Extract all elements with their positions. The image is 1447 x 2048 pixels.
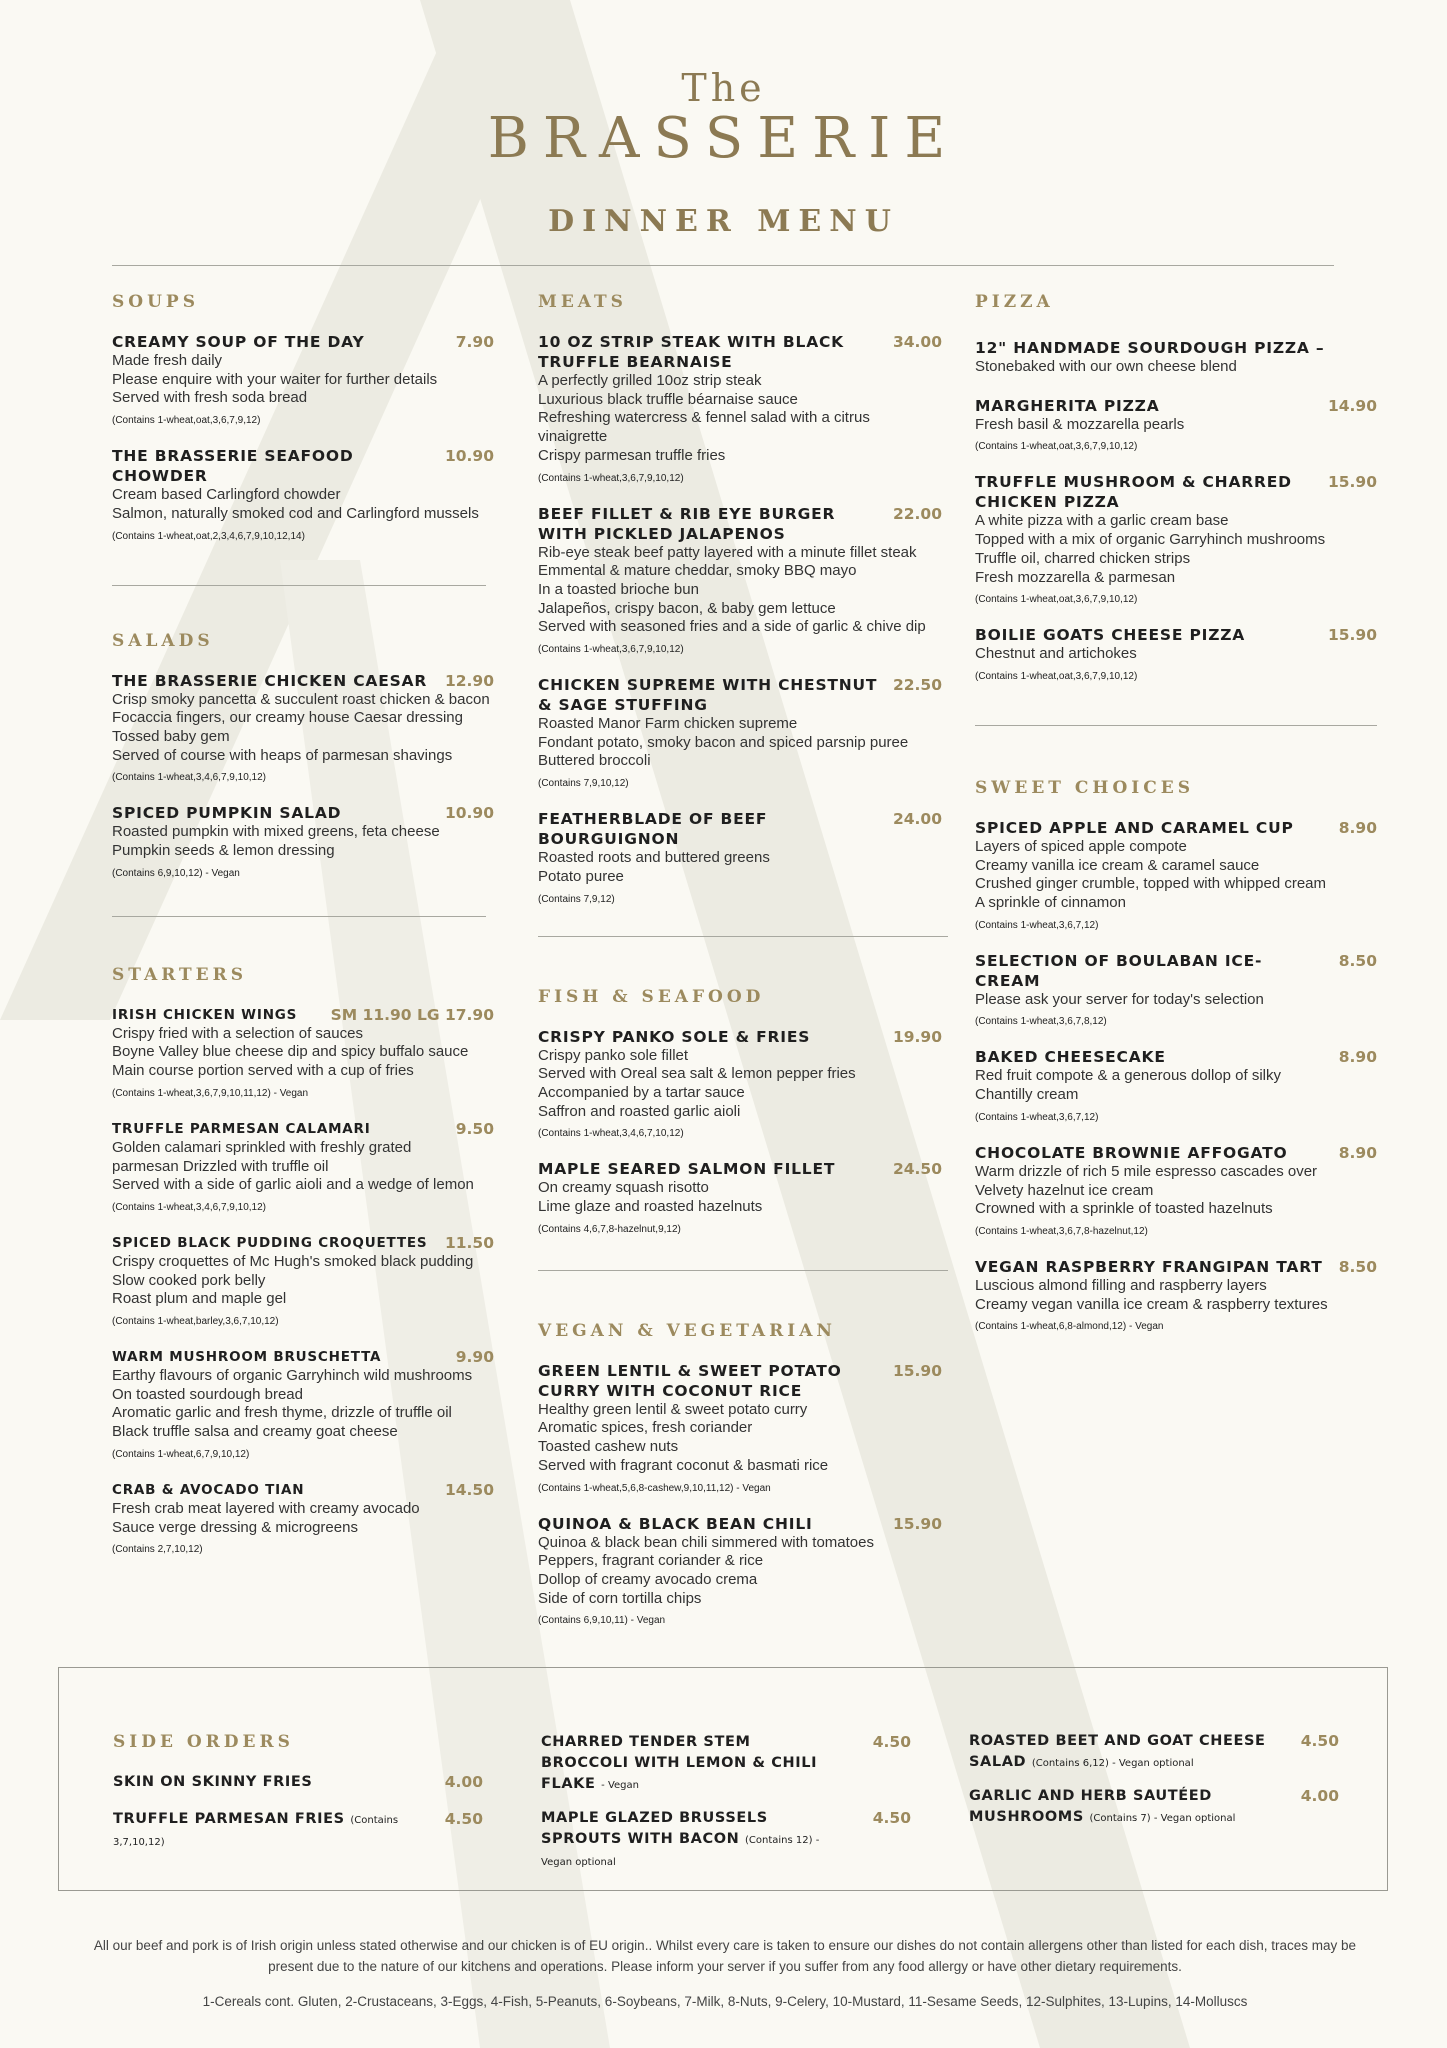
side-order-note: (Contains 12) - Vegan optional <box>541 1835 820 1868</box>
menu-item-description: Layers of spiced apple compote <box>975 837 1187 855</box>
section-title: PIZZA <box>975 292 1054 312</box>
menu-item-allergens: (Contains 1-wheat,oat,3,6,7,9,10,12) <box>975 594 1138 606</box>
menu-item-price: 10.90 <box>444 447 494 466</box>
menu-item-name: TRUFFLE PARMESAN CALAMARI <box>112 1120 371 1137</box>
menu-item-name: VEGAN RASPBERRY FRANGIPAN TART <box>975 1257 1323 1276</box>
menu-item-header <box>975 818 1377 838</box>
side-order-name: MAPLE GLAZED BRUSSELS SPROUTS WITH BACON <box>541 1810 768 1847</box>
menu-item-allergens: (Contains 1-wheat,3,6,7,9,10,12) <box>538 472 684 484</box>
menu-item-price: 12.90 <box>444 671 494 690</box>
menu-item-name: SELECTION OF BOULABAN ICE-CREAM <box>975 951 1263 990</box>
menu-item-allergens: (Contains 1-wheat,6,7,9,10,12) <box>112 1448 250 1460</box>
menu-item-header <box>112 332 494 352</box>
menu-item-description: Please ask your server for today's selection <box>975 990 1264 1008</box>
menu-item-description: Truffle oil, charred chicken strips <box>975 549 1191 567</box>
side-order-name: CHARRED TENDER STEM BROCCOLI WITH LEMON & CHILI FLAKE <box>541 1734 818 1792</box>
menu-item-price: 8.90 <box>1338 1048 1377 1067</box>
menu-item-description: Roasted pumpkin with mixed greens, feta cheese <box>112 823 440 841</box>
menu-item <box>975 818 1377 932</box>
menu-item-description: Jalapeños, crispy bacon, & baby gem lettuce <box>538 599 836 617</box>
section-soups <box>112 292 494 543</box>
menu-item-description: Luscious almond filling and raspberry layers <box>975 1276 1267 1294</box>
menu-item-description: Buttered broccoli <box>538 752 651 770</box>
menu-item-description: Tossed baby gem <box>112 727 230 745</box>
menu-item-price: 9.50 <box>455 1119 494 1138</box>
side-order-name-block <box>969 1786 1269 1829</box>
menu-item-description: Emmental & mature cheddar, smoky BBQ mayo <box>538 562 857 580</box>
section-meats <box>538 292 942 906</box>
divider <box>112 916 486 917</box>
menu-item-description: A perfectly grilled 10oz strip steak <box>538 372 762 389</box>
menu-item <box>112 446 494 542</box>
side-order-name: GARLIC AND HERB SAUTÉED MUSHROOMS <box>969 1788 1212 1825</box>
menu-item <box>538 1027 942 1141</box>
menu-item-description: Golden calamari sprinkled with freshly grated <box>112 1138 412 1156</box>
menu-item-header <box>112 1480 494 1500</box>
menu-item-description: Earthy flavours of organic Garryhinch wild mushrooms <box>112 1367 473 1385</box>
menu-item-description: Cream based Carlingford chowder <box>112 486 341 504</box>
menu-item-description: A sprinkle of cinnamon <box>975 894 1126 912</box>
menu-item-description: Made fresh daily <box>112 352 223 369</box>
menu-item-header <box>538 1159 942 1179</box>
menu-item-price: SM 11.90 LG 17.90 <box>330 1005 494 1024</box>
menu-item-description: Served with a side of garlic aioli and a wedge of lemon <box>112 1176 474 1194</box>
menu-item-description: Luxurious black truffle béarnaise sauce <box>538 390 798 408</box>
menu-item-name: CHOCOLATE BROWNIE AFFOGATO <box>975 1143 1288 1162</box>
side-order-name: SKIN ON SKINNY FRIES <box>113 1774 313 1790</box>
section-title: SWEET CHOICES <box>975 777 1194 798</box>
menu-item-allergens: (Contains 1-wheat,6,8-almond,12) - Vegan <box>975 1321 1164 1333</box>
menu-item-description: Refreshing watercress & fennel salad with a citrus vinaigrette <box>538 409 870 446</box>
menu-item-description: Quinoa & black bean chili simmered with tomatoes <box>538 1533 874 1551</box>
menu-item-price: 9.90 <box>455 1348 494 1367</box>
divider <box>975 725 1377 726</box>
menu-item-description: Crispy croquettes of Mc Hugh's smoked black pudding <box>112 1252 474 1270</box>
menu-item-name: THE BRASSERIE CHICKEN CAESAR <box>112 671 428 690</box>
brand-the: The <box>681 66 766 110</box>
allergen-key: 1-Cereals cont. Gluten, 2-Crustaceans, 3-Eggs, 4-Fish, 5-Peanuts, 6-Soybeans, 7-Milk, 8-Nuts, 9-Celery, 10-Mustard, 11-Sesame Seeds, 12-Sulphites, 13-Lupins, 14-Molluscs <box>202 1994 1248 2009</box>
menu-item-allergens: (Contains 1-wheat,3,6,7,8,12) <box>975 1016 1107 1028</box>
menu-item-price: 34.00 <box>892 333 942 351</box>
menu-item-name: BOILIE GOATS CHEESE PIZZA <box>975 626 1246 645</box>
menu-item-allergens: (Contains 1-wheat,oat,3,6,7,9,12) <box>112 415 261 427</box>
menu-item <box>975 396 1377 454</box>
menu-item <box>112 1119 494 1214</box>
menu-item-description: Toasted cashew nuts <box>538 1438 679 1456</box>
menu-item <box>538 809 942 905</box>
menu-item-description: Served with fragrant coconut & basmati rice <box>538 1456 829 1474</box>
side-order-name: ROASTED BEET AND GOAT CHEESE SALAD <box>969 1733 1266 1770</box>
menu-item-description: Chestnut and artichokes <box>975 645 1137 663</box>
menu-item-description: Pumpkin seeds & lemon dressing <box>112 842 335 860</box>
side-order-note: (Contains 7) - Vegan optional <box>1089 1813 1236 1824</box>
section-vegan <box>538 1321 942 1628</box>
menu-item-header <box>538 332 942 372</box>
column-middle <box>538 292 942 1646</box>
menu-item-price: 24.00 <box>892 810 942 829</box>
menu-item-name: IRISH CHICKEN WINGS <box>112 1006 298 1023</box>
menu-item-header <box>112 1347 494 1367</box>
menu-item-description: Fondant potato, smoky bacon and spiced parsnip puree <box>538 733 909 751</box>
menu-item-description: Saffron and roasted garlic aioli <box>538 1102 741 1120</box>
menu-item-description: Crowned with a sprinkle of toasted hazelnuts <box>975 1200 1273 1218</box>
menu-item-price: 8.90 <box>1338 818 1377 837</box>
menu-item-header <box>112 1119 494 1139</box>
side-order-item <box>541 1732 911 1796</box>
menu-item-description: Accompanied by a tartar sauce <box>538 1083 745 1101</box>
menu-item-description: Side of corn tortilla chips <box>538 1589 702 1607</box>
side-order-item <box>969 1786 1339 1829</box>
menu-item-description: Roasted roots and buttered greens <box>538 849 770 867</box>
divider <box>538 1270 948 1271</box>
menu-item-header <box>538 1361 942 1401</box>
side-order-name-block <box>969 1731 1269 1774</box>
menu-item-allergens: (Contains 6,9,10,12) - Vegan <box>112 867 240 879</box>
menu-item-price: 24.50 <box>892 1160 942 1179</box>
menu-item-name: MAPLE SEARED SALMON FILLET <box>538 1160 836 1179</box>
menu-item-description: Roast plum and maple gel <box>112 1290 287 1308</box>
side-order-item <box>113 1772 483 1793</box>
menu-item-description: Main course portion served with a cup of fries <box>112 1062 414 1080</box>
menu-item-price: 15.90 <box>1327 473 1377 492</box>
menu-item-name: QUINOA & BLACK BEAN CHILI <box>538 1514 813 1533</box>
menu-item-allergens: (Contains 7,9,10,12) <box>538 778 629 790</box>
menu-item-header <box>538 504 942 544</box>
menu-item-description: On creamy squash risotto <box>538 1179 709 1197</box>
menu-item-price: 8.50 <box>1338 1257 1377 1276</box>
menu-item-description: Black truffle salsa and creamy goat cheese <box>112 1423 398 1441</box>
side-order-name: TRUFFLE PARMESAN FRIES <box>113 1811 345 1827</box>
menu-item-price: 8.50 <box>1338 951 1377 970</box>
menu-item <box>975 472 1377 606</box>
menu-item-description: A white pizza with a garlic cream base <box>975 512 1229 530</box>
section-starters <box>112 965 494 1557</box>
menu-item-price: 15.90 <box>892 1361 942 1380</box>
menu-item-name: FEATHERBLADE OF BEEF BOURGUIGNON <box>538 810 768 849</box>
side-order-note: (Contains 6,12) - Vegan optional <box>1031 1758 1194 1769</box>
menu-item-name: CHICKEN SUPREME WITH CHESTNUT & SAGE STUFFING <box>538 676 878 715</box>
menu-item-description: Velvety hazelnut ice cream <box>975 1181 1154 1199</box>
menu-item-price: 15.90 <box>1327 626 1377 645</box>
menu-item-description: Fresh mozzarella & parmesan <box>975 568 1176 586</box>
sides-col-1 <box>113 1772 483 1869</box>
menu-item-header <box>538 809 942 849</box>
menu-item-header <box>975 951 1377 991</box>
menu-item <box>975 1257 1377 1333</box>
menu-item-name: GREEN LENTIL & SWEET POTATO CURRY WITH COCONUT RICE <box>538 1361 842 1400</box>
side-order-name-block <box>541 1808 841 1873</box>
section-fish <box>538 987 942 1236</box>
menu-item-allergens: (Contains 1-wheat,3,4,6,7,10,12) <box>538 1128 684 1140</box>
section-pizza <box>975 292 1377 683</box>
menu-item <box>975 951 1377 1029</box>
menu-item-header <box>112 446 494 486</box>
brand-name: BRASSERIE <box>487 106 960 171</box>
menu-item-name: WARM MUSHROOM BRUSCHETTA <box>112 1349 382 1366</box>
menu-item-description: Slow cooked pork belly <box>112 1271 266 1289</box>
menu-item-description: Served of course with heaps of parmesan shavings <box>112 746 453 764</box>
menu-item-name: BEEF FILLET & RIB EYE BURGER WITH PICKLED JALAPENOS <box>538 504 836 543</box>
menu-item-price: 14.50 <box>444 1480 494 1499</box>
side-order-name-block <box>113 1772 312 1793</box>
footer-notice: All our beef and pork is of Irish origin unless stated otherwise and our chicken is of EU origin.. Whilst every care is taken to ensure our dishes do not contain allergens other than listed for each dish, traces may be present due to the nature of our kitchens and operations. Please inform your server if you suffer from any food allergy or have other dietary requirements. <box>93 1938 1357 1974</box>
menu-item-description: parmesan Drizzled with truffle oil <box>112 1157 329 1175</box>
pizza-intro-name: 12" HANDMADE SOURDOUGH PIZZA – <box>975 339 1325 357</box>
menu-item-name: MARGHERITA PIZZA <box>975 396 1160 415</box>
side-order-item <box>113 1809 483 1853</box>
menu-item-allergens: (Contains 1-wheat,3,6,7,9,10,11,12) - Vegan <box>112 1087 309 1099</box>
menu-item-price: 11.50 <box>444 1233 494 1252</box>
menu-item-description: Chantilly cream <box>975 1086 1079 1104</box>
side-order-item <box>969 1731 1339 1774</box>
menu-item-description: Focaccia fingers, our creamy house Caesar dressing <box>112 709 463 727</box>
menu-item-header <box>975 396 1377 416</box>
menu-item-description: Fresh crab meat layered with creamy avocado <box>112 1499 420 1517</box>
section-title: FISH & SEAFOOD <box>538 986 765 1007</box>
menu-item <box>112 1347 494 1461</box>
menu-item-description: Healthy green lentil & sweet potato curry <box>538 1400 808 1418</box>
side-order-price: 4.50 <box>1300 1732 1339 1750</box>
menu-item-price: 15.90 <box>892 1514 942 1533</box>
menu-title: DINNER MENU <box>548 204 899 239</box>
menu-item <box>975 1047 1377 1123</box>
menu-item-description: Potato puree <box>538 867 624 885</box>
section-title: VEGAN & VEGETARIAN <box>538 1320 836 1341</box>
menu-item-header <box>975 472 1377 512</box>
menu-item-description: Crispy fried with a selection of sauces <box>112 1024 363 1042</box>
menu-item-header <box>975 1143 1377 1163</box>
menu-item-header <box>112 671 494 691</box>
menu-item-allergens: (Contains 1-wheat,3,6,7,12) <box>975 919 1099 931</box>
column-right <box>975 292 1377 1352</box>
side-order-item <box>541 1808 911 1873</box>
section-salads <box>112 631 494 880</box>
menu-item-price: 14.90 <box>1327 396 1377 415</box>
menu-item-allergens: (Contains 1-wheat,3,6,7,8-hazelnut,12) <box>975 1225 1148 1237</box>
menu-item-name: SPICED PUMPKIN SALAD <box>112 804 342 823</box>
menu-item-allergens: (Contains 2,7,10,12) <box>112 1544 203 1556</box>
menu-item-description: Crisp smoky pancetta & succulent roast chicken & bacon <box>112 690 490 708</box>
menu-item-header <box>538 1027 942 1047</box>
menu-item-description: Please enquire with your waiter for further details <box>112 370 438 388</box>
side-orders-box <box>58 1667 1388 1891</box>
menu-item <box>538 504 942 657</box>
menu-item-description: Fresh basil & mozzarella pearls <box>975 415 1185 433</box>
menu-item-allergens: (Contains 1-wheat,3,4,6,7,9,10,12) <box>112 1201 266 1213</box>
pizza-intro-desc: Stonebaked with our own cheese blend <box>975 358 1237 375</box>
menu-item <box>112 1480 494 1556</box>
menu-item-price: 8.90 <box>1338 1143 1377 1162</box>
menu-item-description: Dollop of creamy avocado crema <box>538 1570 758 1588</box>
menu-item-description: Served with Oreal sea salt & lemon pepper fries <box>538 1065 856 1083</box>
side-order-name-block <box>113 1809 433 1853</box>
menu-item-header <box>975 1257 1377 1277</box>
side-order-name-block <box>541 1732 841 1796</box>
menu-item-name: BAKED CHEESECAKE <box>975 1048 1166 1067</box>
section-sweets <box>975 778 1377 1333</box>
sides-col-2 <box>541 1732 911 1885</box>
menu-item <box>975 1143 1377 1238</box>
menu-item-description: Crispy parmesan truffle fries <box>538 446 726 464</box>
side-order-note: - Vegan <box>601 1780 639 1791</box>
menu-item <box>538 1361 942 1495</box>
menu-item-name: SPICED BLACK PUDDING CROQUETTES <box>112 1234 428 1251</box>
menu-item-description: Topped with a mix of organic Garryhinch mushrooms <box>975 531 1326 549</box>
menu-item-description: Rib-eye steak beef patty layered with a minute fillet steak <box>538 543 917 561</box>
menu-item-description: Red fruit compote & a generous dollop of silky <box>975 1067 1281 1085</box>
menu-item-allergens: (Contains 7,9,12) <box>538 893 615 905</box>
menu-item-description: Lime glaze and roasted hazelnuts <box>538 1198 763 1216</box>
menu-item-allergens: (Contains 1-wheat,oat,3,6,7,9,10,12) <box>975 670 1138 682</box>
side-order-price: 4.50 <box>872 1733 911 1751</box>
menu-item <box>112 332 494 427</box>
menu-item-header <box>538 675 942 715</box>
menu-item-allergens: (Contains 1-wheat,3,4,6,7,9,10,12) <box>112 772 266 784</box>
menu-item-description: Warm drizzle of rich 5 mile espresso cascades over <box>975 1162 1318 1180</box>
menu-item <box>975 625 1377 683</box>
sides-col-3 <box>969 1731 1339 1841</box>
column-left <box>112 292 494 1575</box>
section-title: SALADS <box>112 630 214 651</box>
menu-item-description: Crispy panko sole fillet <box>538 1046 689 1064</box>
section-title: STARTERS <box>112 964 248 985</box>
menu-item-allergens: (Contains 1-wheat,3,6,7,9,10,12) <box>538 644 684 656</box>
menu-item-allergens: (Contains 1-wheat,barley,3,6,7,10,12) <box>112 1316 279 1328</box>
menu-item-description: Crushed ginger crumble, topped with whipped cream <box>975 875 1327 893</box>
menu-item-name: 10 OZ STRIP STEAK WITH BLACK TRUFFLE BEARNAISE <box>538 333 844 371</box>
menu-item-price: 10.90 <box>444 804 494 823</box>
menu-item-description: Creamy vanilla ice cream & caramel sauce <box>975 856 1260 874</box>
menu-item <box>112 1233 494 1328</box>
menu-item-allergens: (Contains 1-wheat,oat,2,3,4,6,7,9,10,12,14) <box>112 530 305 542</box>
side-order-price: 4.00 <box>444 1773 483 1791</box>
menu-item-description: Creamy vegan vanilla ice cream & raspberry textures <box>975 1295 1328 1313</box>
menu-item-description: Served with fresh soda bread <box>112 389 308 407</box>
menu-item-price: 7.90 <box>455 333 494 351</box>
menu-item-description: In a toasted brioche bun <box>538 580 699 598</box>
menu-item-price: 22.00 <box>892 504 942 523</box>
menu-item-description: Salmon, naturally smoked cod and Carlingford mussels <box>112 504 479 522</box>
menu-item-header <box>975 625 1377 645</box>
menu-item-price: 22.50 <box>892 676 942 695</box>
pizza-intro <box>975 338 1377 377</box>
menu-item-name: SPICED APPLE AND CARAMEL CUP <box>975 818 1294 837</box>
menu-item-description: Aromatic garlic and fresh thyme, drizzle of truffle oil <box>112 1404 452 1422</box>
side-order-note: (Contains 3,7,10,12) <box>113 1815 399 1848</box>
menu-item-description: Served with seasoned fries and a side of garlic & chive dip <box>538 618 926 636</box>
section-title: SOUPS <box>112 292 199 312</box>
menu-item-name: CREAMY SOUP OF THE DAY <box>112 333 365 351</box>
menu-item-name: CRAB & AVOCADO TIAN <box>112 1481 305 1498</box>
side-orders-title: SIDE ORDERS <box>113 1732 294 1752</box>
menu-item-name: CRISPY PANKO SOLE & FRIES <box>538 1027 811 1046</box>
divider <box>538 936 948 937</box>
menu-item-price: 19.90 <box>892 1027 942 1046</box>
menu-item-header <box>112 1005 494 1025</box>
menu-item-allergens: (Contains 1-wheat,3,6,7,12) <box>975 1111 1099 1123</box>
menu-item <box>112 671 494 785</box>
section-title: MEATS <box>538 292 627 312</box>
menu-item-description: Boyne Valley blue cheese dip and spicy buffalo sauce <box>112 1043 469 1061</box>
menu-item <box>112 1005 494 1100</box>
side-order-price: 4.50 <box>444 1810 483 1828</box>
menu-item-header <box>112 1233 494 1253</box>
menu-item-allergens: (Contains 6,9,10,11) - Vegan <box>538 1615 666 1627</box>
menu-item-allergens: (Contains 4,6,7,8-hazelnut,9,12) <box>538 1223 681 1235</box>
divider <box>112 585 486 586</box>
menu-item <box>538 675 942 790</box>
side-order-price: 4.00 <box>1300 1787 1339 1805</box>
menu-item-header <box>538 1514 942 1534</box>
menu-item-allergens: (Contains 1-wheat,oat,3,6,7,9,10,12) <box>975 441 1138 453</box>
menu-item-description: Aromatic spices, fresh coriander <box>538 1419 753 1437</box>
menu-item-description: Peppers, fragrant coriander & rice <box>538 1552 764 1570</box>
side-order-price: 4.50 <box>872 1809 911 1827</box>
menu-item-name: TRUFFLE MUSHROOM & CHARRED CHICKEN PIZZA <box>975 473 1292 512</box>
menu-item-description: Sauce verge dressing & microgreens <box>112 1518 358 1536</box>
menu-item-description: Roasted Manor Farm chicken supreme <box>538 715 798 733</box>
menu-item <box>112 803 494 879</box>
header-divider <box>112 265 1334 266</box>
menu-item <box>538 1514 942 1628</box>
menu-item-allergens: (Contains 1-wheat,5,6,8-cashew,9,10,11,12) - Vegan <box>538 1482 771 1494</box>
menu-item-header <box>112 803 494 823</box>
menu-item-name: THE BRASSERIE SEAFOOD CHOWDER <box>112 447 354 486</box>
menu-item <box>538 1159 942 1235</box>
menu-item <box>538 332 942 485</box>
menu-item-description: On toasted sourdough bread <box>112 1385 303 1403</box>
menu-item-header <box>975 1047 1377 1067</box>
